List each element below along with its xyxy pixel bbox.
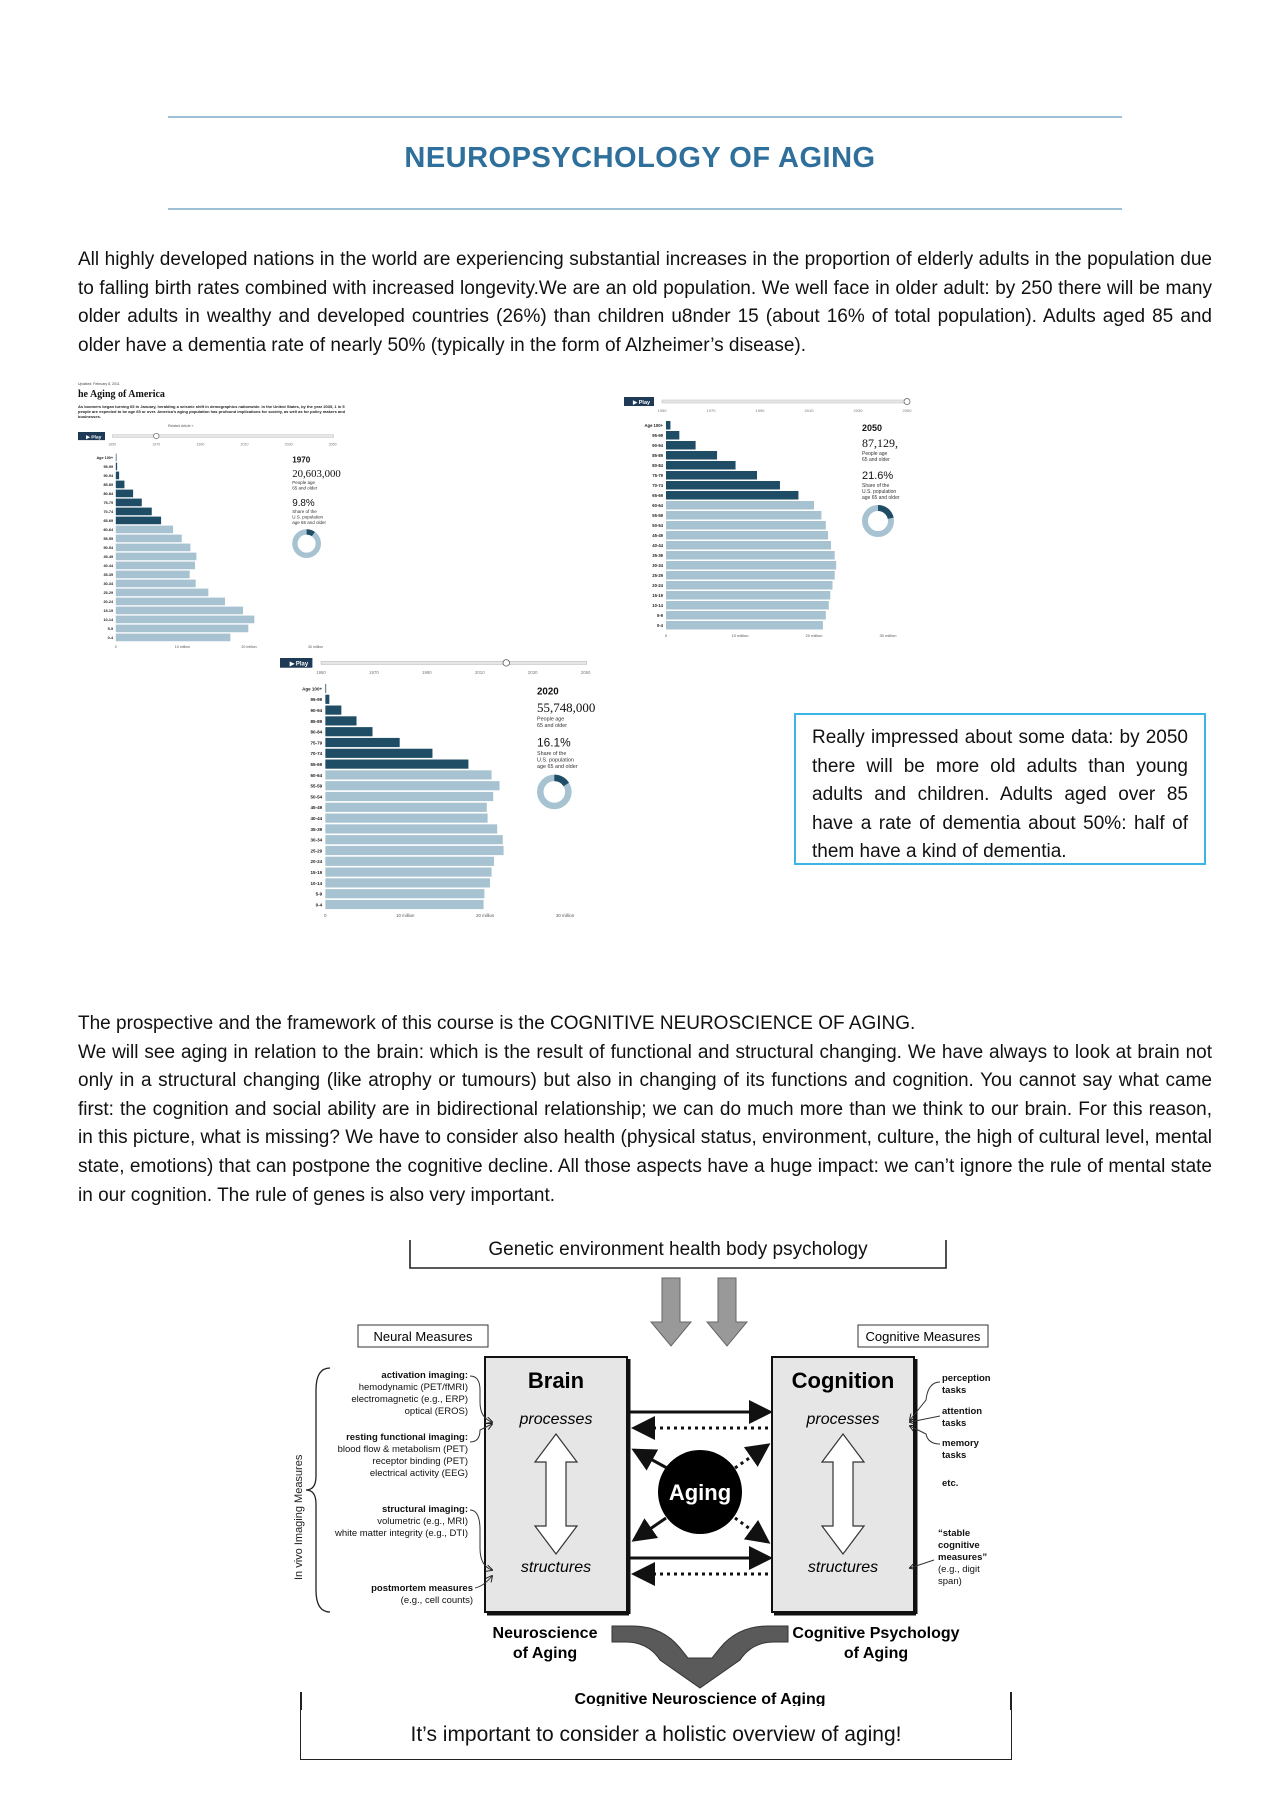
timeline-year: 2030 [853,408,863,413]
age-bar [325,824,497,833]
age-bar [666,471,757,480]
age-label: 45-49 [310,805,323,811]
population-chart-2020 [280,658,610,940]
x-tick: 10 million [174,645,190,649]
age-label: 30-34 [103,582,114,586]
age-bar [666,621,823,630]
share-value: 16.1% [537,735,571,750]
age-bar [325,803,486,812]
neural-measures-title: Neural Measures [373,1329,473,1344]
age-bar [325,716,356,725]
age-bar [116,625,249,633]
people-label-2: 65 and older [862,457,890,463]
age-label: Age 100+ [96,456,114,460]
play-label: ▶ Play [86,435,102,441]
aging-to-cognition-structures [735,1518,768,1542]
age-bar [325,857,494,866]
share-label-3: age 65 and older [862,495,900,501]
activation-3: optical (EROS) [404,1406,468,1417]
resting-2: receptor binding (PET) [372,1456,468,1467]
people-count: 55,748,000 [537,700,596,715]
in-vivo-label: In vivo Imaging Measures [293,1454,305,1580]
age-bar [116,571,190,579]
age-label: 80-84 [310,729,323,735]
share-value: 9.8% [292,497,315,509]
age-bar [666,461,736,470]
age-bar [325,684,326,693]
age-label: 5-9 [656,613,663,618]
people-label-1: People age [292,480,315,486]
age-label: 20-24 [310,859,323,865]
cognition-title: Cognition [791,1368,895,1393]
age-label: 70-74 [103,510,114,514]
age-bar [666,501,814,510]
age-label: 0-4 [107,636,114,640]
age-bar [325,900,483,909]
structural-2: white matter integrity (e.g., DTI) [334,1528,468,1539]
age-bar [325,814,487,823]
framework-line-1: The prospective and the framework of this course is the COGNITIVE NEUROSCIENCE OF AGING. [78,1013,916,1034]
age-bar [666,551,835,560]
age-bar [325,706,341,715]
age-bar [116,463,117,471]
in-vivo-brace [306,1368,330,1612]
age-label: 40-44 [103,564,114,568]
x-tick: 0 [664,633,668,638]
diagram-svg [290,1240,1020,1706]
age-label: 60-64 [103,528,114,532]
aging-to-brain-processes [634,1450,667,1468]
year-label: 2050 [862,423,883,433]
age-bar [666,451,717,460]
resting-3: electrical activity (EEG) [369,1468,468,1479]
age-bar [666,421,670,430]
age-bar [325,781,499,790]
age-label: 55-59 [310,783,323,789]
age-bar [325,889,484,898]
age-bar [116,472,119,480]
age-bar [325,835,502,844]
neuro-aging-1: Neuroscience [492,1625,598,1642]
aging-to-cognition-processes [735,1445,768,1468]
age-label: 80-84 [652,463,663,468]
age-bar [325,749,432,758]
age-bar [666,441,696,450]
age-label: 25-29 [652,573,663,578]
age-label: 85-89 [103,483,114,487]
timeline-year: 1970 [706,408,716,413]
people-label-1: People age [862,451,888,457]
share-label-1: Share of the [537,751,567,758]
age-bar [116,481,125,489]
x-tick: 20 million [241,645,257,649]
age-bar [116,499,142,507]
chart-svg [280,658,610,940]
related-article-link[interactable]: Related Article » [168,424,194,428]
share-label-1: Share of the [292,509,317,514]
age-bar [666,491,798,500]
share-donut-track [295,532,318,555]
age-label: 95-99 [652,433,663,438]
age-label: 5-9 [315,891,323,897]
perception-1: perception [942,1373,991,1384]
age-bar [116,535,182,543]
age-label: 50-54 [103,546,114,550]
age-label: 0-4 [315,902,323,908]
age-label: 55-59 [652,513,663,518]
age-bar [325,695,329,704]
chart-svg [78,382,378,652]
age-label: 35-39 [652,553,663,558]
age-bar [666,511,821,520]
age-bar [666,561,836,570]
people-label-2: 65 and older [292,485,318,491]
x-tick: 30 million [556,913,575,919]
closing-note: It’s important to consider a holistic overview of aging! [410,1723,902,1746]
age-label: 50-54 [310,794,323,800]
callout-box: Really impressed about some data: by 2050 there will be more old adults than young adults and children. Adults aged over 85 have a rate of dementia about 50%: half of them have a kind of dementia. [794,713,1206,865]
cognitive-neuroscience-diagram [290,1240,1020,1706]
share-donut-fill [307,532,314,534]
age-bar [325,738,399,747]
chart-svg [624,397,924,655]
age-bar [666,521,826,530]
structural-1: volumetric (e.g., MRI) [377,1516,468,1527]
age-bar [116,508,152,516]
timeline-year: 2030 [284,442,293,447]
x-tick: 10 million [396,913,415,919]
people-label-2: 65 and older [537,723,568,730]
age-label: 35-39 [103,573,114,577]
timeline-track[interactable] [662,400,908,403]
share-label-2: U.S. population [862,489,897,495]
timeline-year: 1950 [108,442,117,447]
age-bar [325,760,468,769]
page-title: NEUROPSYCHOLOGY OF AGING [404,142,876,174]
timeline-track[interactable] [112,435,333,438]
year-label: 1970 [292,455,311,465]
age-bar [116,544,191,552]
age-bar [666,481,780,490]
brain-structures: structures [520,1559,592,1576]
attention-1: attention [942,1406,983,1417]
share-label-2: U.S. population [537,757,574,764]
age-bar [116,589,209,597]
attention-2: tasks [942,1418,967,1429]
age-label: 75-79 [103,501,114,505]
age-label: 80-84 [103,492,114,496]
age-label: 40-44 [652,543,663,548]
timeline-year: 1950 [657,408,667,413]
share-label-1: Share of the [862,483,890,489]
age-bar [116,598,225,606]
age-bar [325,846,503,855]
age-bar [116,580,196,588]
x-tick: 30 million [308,645,324,649]
x-tick: 0 [114,645,117,649]
aging-to-brain-structures [634,1518,666,1540]
age-label: 65-69 [310,762,323,767]
resting-head: resting functional imaging: [346,1432,468,1443]
postmortem-head: postmortem measures [371,1583,473,1594]
timeline-year: 2050 [328,442,337,447]
people-count: 20,603,000 [292,468,341,480]
age-bar [116,616,255,624]
age-bar [116,562,195,570]
down-arrow-left [651,1278,691,1346]
age-bar [666,601,829,610]
age-label: 0-4 [656,623,663,628]
memory-2: tasks [942,1450,967,1461]
age-label: 30-34 [310,837,323,843]
age-label: 90-94 [103,474,114,478]
timeline-year: 2010 [804,408,814,413]
age-bar [325,792,493,801]
timeline-year: 1990 [755,408,765,413]
timeline-year: 1950 [316,670,326,676]
share-label-3: age 65 and older [292,519,326,525]
timeline-year: 1990 [196,442,205,447]
age-label: 90-94 [310,708,323,713]
timeline-year: 2030 [527,670,538,676]
share-donut-fill [878,508,891,518]
age-label: 45-49 [652,533,663,538]
title-rule [168,208,1122,210]
age-bar [116,607,243,615]
age-label: 50-54 [652,523,663,528]
age-bar [325,727,372,736]
aging-label: Aging [668,1480,732,1505]
age-bar [116,454,117,462]
cognitive-neuroscience-label: Cognitive Neuroscience of Aging [574,1691,826,1706]
people-label-1: People age [537,716,565,723]
age-label: 95-99 [310,697,323,703]
down-arrow-right [707,1278,747,1346]
age-bar [325,878,490,887]
age-label: 70-74 [652,483,663,488]
age-label: 25-29 [103,591,114,595]
age-bar [116,517,161,525]
neuro-aging-2: of Aging [512,1645,578,1662]
population-chart-1970 [78,382,378,652]
timeline-handle[interactable] [503,660,509,666]
age-label: 15-19 [652,593,663,598]
timeline-year: 2050 [902,408,912,413]
chart-headline: he Aging of America [78,389,165,400]
age-label: 10-14 [652,603,663,608]
share-donut-fill [554,778,566,785]
age-label: 35-39 [310,826,323,832]
activation-head: activation imaging: [381,1370,468,1381]
age-bar [666,571,835,580]
stable-4: (e.g., digit [938,1564,980,1575]
age-bar [666,611,826,620]
age-label: 45-49 [103,555,114,559]
age-label: 10-14 [103,618,114,622]
etc: etc. [942,1478,959,1489]
age-label: 75-79 [310,740,323,746]
age-label: 55-59 [103,537,114,541]
top-label: Genetic environment health body psychology [488,1240,868,1260]
postmortem-1: (e.g., cell counts) [400,1595,473,1606]
stable-3: measures” [938,1552,988,1563]
age-bar [325,868,491,877]
age-label: 10-14 [310,880,323,886]
timeline-year: 1990 [422,670,432,676]
age-label: 85-89 [310,718,323,724]
timeline-track[interactable] [321,661,587,664]
timeline-year: 1970 [369,670,379,676]
share-value: 21.6% [862,470,894,482]
cognitive-measures-title: Cognitive Measures [865,1329,981,1344]
activation-2: electromagnetic (e.g., ERP) [351,1394,468,1405]
age-bar [666,431,679,440]
age-label: 75-79 [652,473,663,478]
x-tick: 30 million [879,633,897,638]
chart-updated: Updated: February 8, 2011 [78,382,120,386]
age-label: 25-29 [310,848,323,854]
timeline-handle[interactable] [904,399,910,405]
cognition-processes: processes [806,1411,880,1428]
x-tick: 20 million [476,913,495,919]
stable-5: span) [938,1576,962,1587]
age-label: 30-34 [652,563,663,568]
share-label-2: U.S. population [292,514,323,520]
closing-note-box [300,1710,1012,1760]
stable-1: “stable [938,1528,971,1539]
framework-paragraph [78,1010,1212,1210]
age-bar [116,553,197,561]
cogpsy-aging-1: Cognitive Psychology [792,1625,960,1642]
timeline-year: 2010 [475,670,485,676]
age-bar [116,526,173,534]
age-label: 60-64 [310,772,323,778]
age-bar [666,541,831,550]
age-bar [666,591,830,600]
year-label: 2020 [537,686,559,698]
age-bar [325,770,491,779]
resting-1: blood flow & metabolism (PET) [337,1444,468,1455]
x-tick: 20 million [805,633,823,638]
timeline-year: 1970 [152,442,161,447]
cognition-structures: structures [807,1559,879,1576]
age-label: 85-89 [652,453,663,458]
age-label: 15-19 [103,609,114,613]
age-bar [116,490,133,498]
timeline-year: 2050 [580,670,591,676]
age-label: Age 100+ [644,423,663,428]
age-label: 60-64 [652,503,663,508]
framework-rest: We will see aging in relation to the brain: which is the result of functional and structural changing. We have always to look at brain not only in a structural changing (like atrophy or tumours) but also in changing of its functions and cognition. You cannot say what came first: the cognition and social ability are in bidirectional relationship; we can do much more than we think to our brain. For this reason, in this picture, what is missing? We have to consider also health (physical status, environment, culture, the high of cultural level, mental state, emotions) that can postpone the cognitive decline. All those aspects have a huge impact: we can’t ignore the rule of mental state in our cognition. The rule of genes is also very important. [78,1041,1212,1206]
memory-1: memory [942,1438,979,1449]
perception-2: tasks [942,1385,967,1396]
timeline-handle[interactable] [154,433,159,438]
play-label: ▶ Play [633,400,651,406]
structural-head: structural imaging: [381,1504,468,1515]
brain-processes: processes [519,1411,593,1428]
age-label: 20-24 [652,583,663,588]
x-tick: 0 [324,913,327,919]
age-label: 65-69 [652,493,663,498]
intro-paragraph: All highly developed nations in the world are experiencing substantial increases in the proportion of elderly adults in the population due to falling birth rates combined with increased longevity.We are an old population. We well face in older adult: by 250 there will be many older adults in wealthy and developed countries (26%) than children u8nder 15 (about 16% of total population). Adults aged 85 and older have a dementia rate of nearly 50% (typically in the form of Alzheimer’s disease). [78,249,1212,356]
age-bar [666,531,828,540]
activation-1: hemodynamic (PET/fMRI) [358,1382,468,1393]
cogpsy-aging-2: of Aging [843,1645,909,1662]
age-label: 5-9 [107,627,114,631]
age-label: 70-74 [310,751,323,757]
share-label-3: age 65 and older [537,764,578,771]
top-rule [168,116,1122,118]
age-label: 90-94 [652,443,663,448]
people-count: 87,129, [862,436,898,450]
age-label: 65-69 [103,519,114,523]
population-chart-2050 [624,397,924,655]
timeline-year: 2010 [240,442,249,447]
age-label: 95-99 [103,465,114,469]
convergence-arrow [612,1626,788,1688]
stable-2: cognitive [938,1540,980,1551]
play-label: ▶ Play [289,661,309,668]
age-label: 15-19 [310,870,323,875]
age-bar [666,581,833,590]
brain-title: Brain [527,1368,585,1393]
age-label: 20-24 [103,600,114,604]
x-tick: 10 million [731,633,749,638]
age-label: Age 100+ [302,686,323,692]
age-label: 40-44 [310,816,323,821]
age-bar [116,634,231,642]
chart-blurb: As boomers began turning 65 in January, heralding a seismic shift in demographics nationwide. In the United States, by the year 2035, 1 in 5 people are expected to be age 65 or over. America’s aging population has profound implications for society, as well as for policy makers and businesses. [78,404,346,420]
